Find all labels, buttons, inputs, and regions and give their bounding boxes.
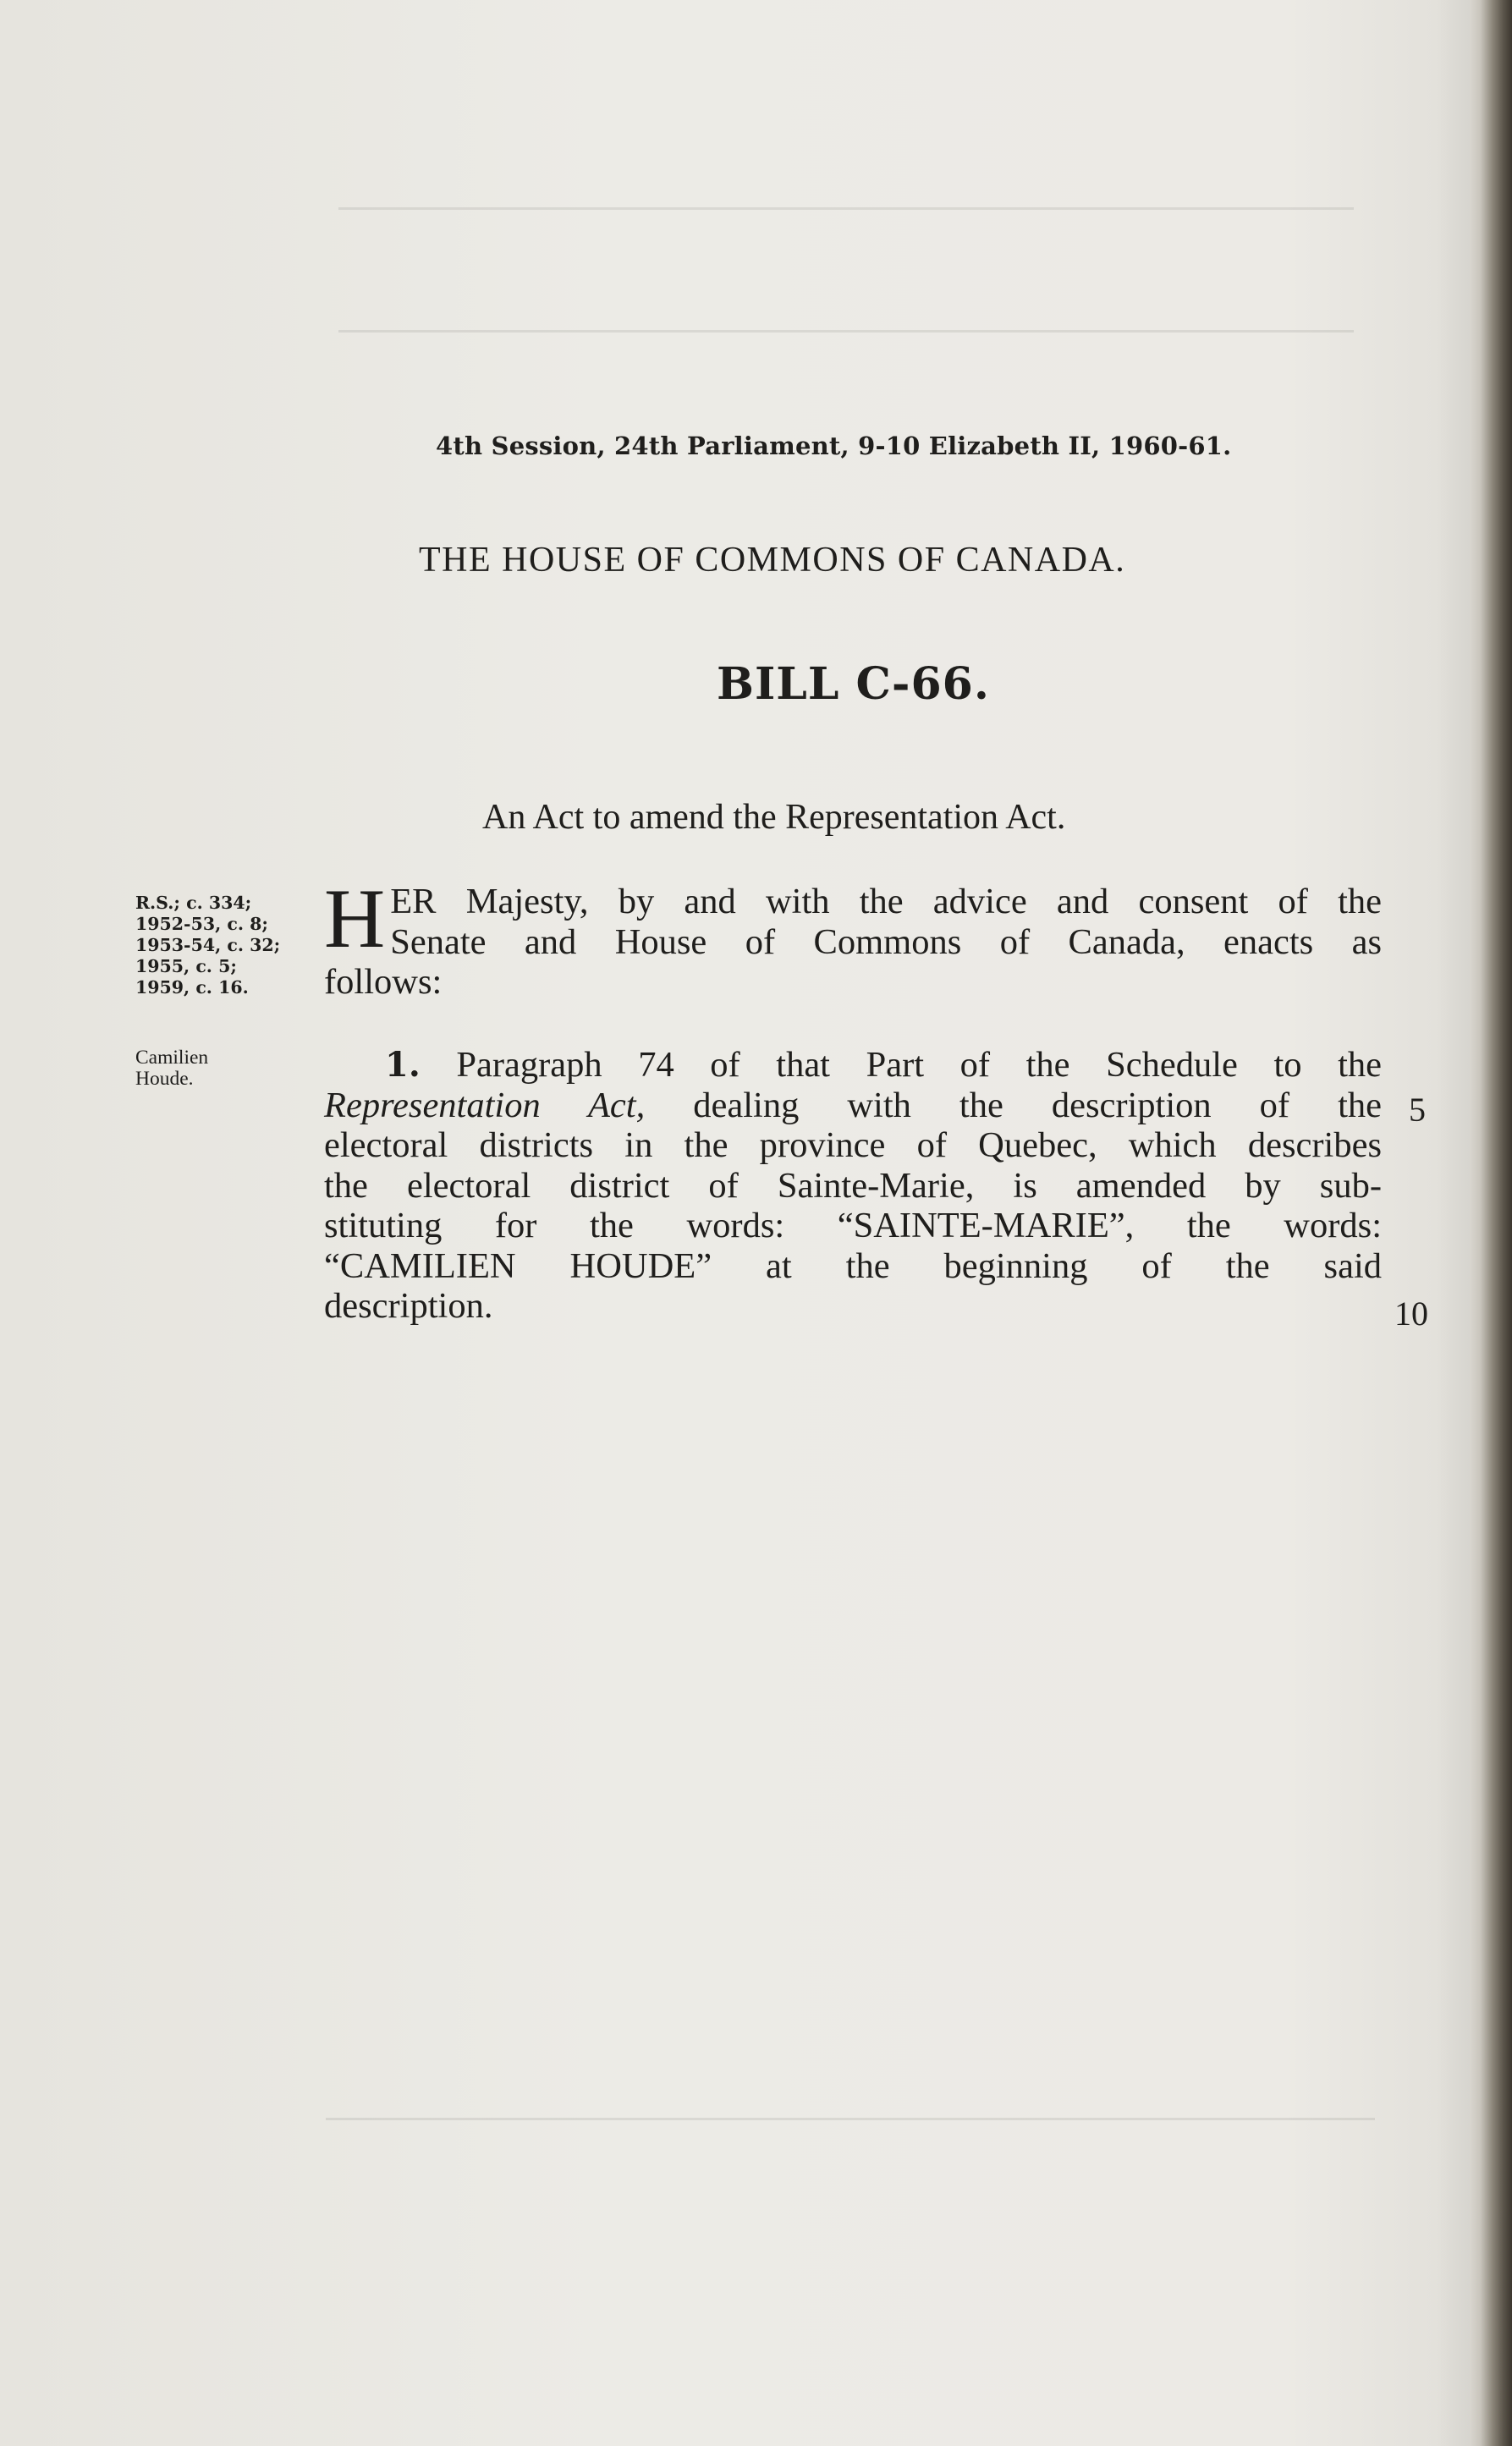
enacting-clause [324, 871, 1382, 1003]
section-line [324, 1086, 1382, 1126]
house-heading: THE HOUSE OF COMMONS OF CANADA. [419, 541, 1126, 580]
bill-number: BILL C-66. [717, 658, 990, 710]
section-line: the electoral district of Sainte-Marie, is amended by sub- [324, 1165, 1382, 1206]
section-first-line [324, 1045, 1382, 1086]
section-number: 1. [385, 1045, 421, 1085]
line-number: 5 [1409, 1091, 1426, 1129]
bleed-through-rule [338, 330, 1354, 333]
margin-reference: 1953-54, c. 32; [135, 935, 281, 955]
margin-heading-line: Camilien [135, 1047, 209, 1069]
line-number: 10 [1394, 1294, 1428, 1333]
margin-section-heading [135, 1047, 208, 1090]
bleed-through-rule [326, 2118, 1375, 2120]
section-line: stituting for the words: “SAINTE-MARIE”, the words: [324, 1206, 1382, 1245]
book-spine [1470, 0, 1512, 2446]
spine-shadow [1436, 0, 1470, 2446]
margin-references [135, 893, 280, 998]
act-title: An Act to amend the Representation Act. [482, 798, 1066, 837]
enacting-line: Senate and House of Commons of Canada, enacts as [390, 921, 1382, 962]
margin-reference: 1959, c. 16. [135, 977, 249, 998]
session-line: 4th Session, 24th Parliament, 9-10 Elizabeth II, 1960-61. [436, 431, 1232, 460]
margin-reference: 1955, c. 5; [135, 956, 237, 976]
section-1 [324, 1045, 1382, 1327]
section-line: description. [324, 1286, 493, 1326]
enacting-line: follows: [324, 962, 443, 1002]
bleed-through-rule [338, 207, 1354, 210]
section-text: Paragraph 74 of that Part of the Schedule to the [456, 1045, 1382, 1085]
margin-reference: 1952-53, c. 8; [135, 914, 268, 934]
section-line: electoral districts in the province of Quebec, which describes [324, 1125, 1382, 1165]
section-text: dealing with the description of the [693, 1085, 1383, 1125]
enacting-line: ER Majesty, by and with the advice and consent of the [390, 882, 1382, 921]
act-name: Representation Act, [324, 1085, 646, 1125]
drop-cap: H [324, 871, 386, 965]
section-line: “CAMILIEN HOUDE” at the beginning of the said [324, 1245, 1382, 1286]
margin-reference: R.S.; c. 334; [135, 893, 252, 913]
margin-heading-line: Houde. [135, 1068, 194, 1090]
